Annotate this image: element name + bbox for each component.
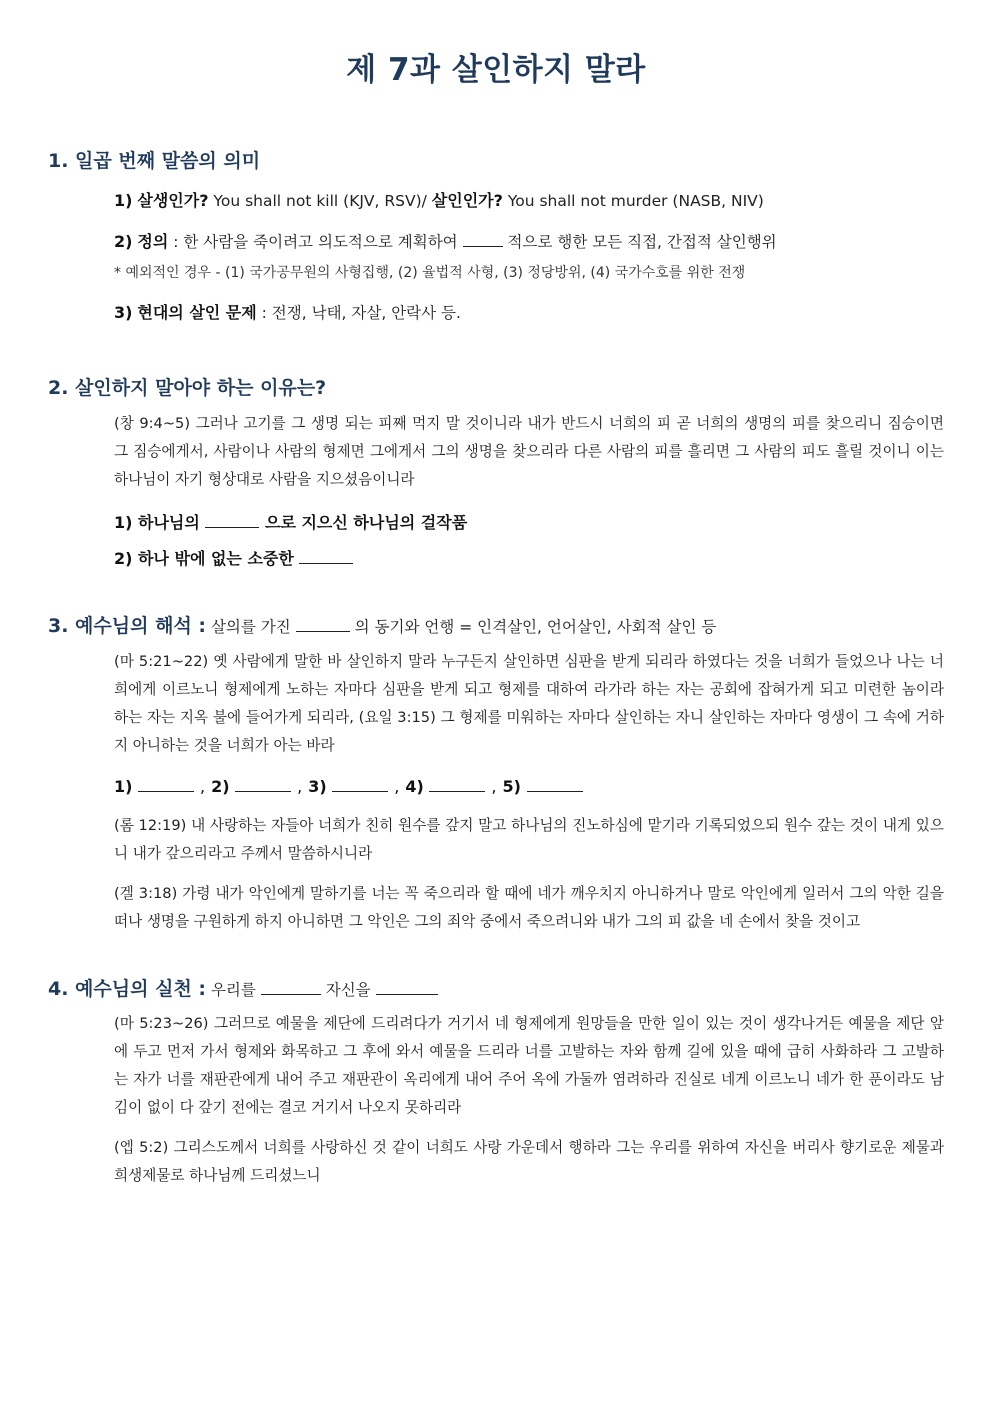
blank-label-4: 4) [405,777,424,796]
s1-note: * 예외적인 경우 - (1) 국가공무원의 사형집행, (2) 율법적 사형, (3) 정당방위, (4) 국가수호를 위한 전쟁 [114,265,746,281]
blank-label-1: 1) [114,777,133,796]
s3-scripture-para-1: (마 5:21~22) 옛 사람에게 말한 바 살인하지 말라 누구든지 살인하면 심판을 받게 되리라 하였다는 것을 너희가 들었으나 나는 너희에게 이르노니 형제에게 노하는 자마다 심판을 받게 되고 형제를 대하여 라가라 하는 자는 공회에 잡혀가게 되고 미련한 놈이라 하는 자는 지옥 불에 들어가게 되리라, (요일 3:15) 그 형제를 미워하는 자마다 살인하는 자니 살인하는 자마다 영생이 그 속에 거하지 아니하는 것을 너희가 아는 바라 [114,653,944,754]
s1-line-1 [114,188,764,211]
section-1-heading: 1. 일곱 번째 말씀의 의미 [48,150,261,172]
s3-heading-text: 3. 예수님의 해석 : [48,615,207,637]
s1-l2-text-2: 적으로 행한 모든 직접, 간접적 살인행위 [502,233,777,251]
s1-l1-num: 1) [114,191,133,210]
s3-scripture-para-3: (겔 3:18) 가령 내가 악인에게 말하기를 너는 꼭 죽으리라 할 때에 네가 깨우치지 아니하거나 말로 악인에게 일러서 그의 악한 길을 떠나 생명을 구원하게 하지 아니하면 그 악인은 그의 죄악 중에서 죽으려니와 내가 그의 피 값을 네 손에서 찾을 것이고 [114,885,944,930]
fill-blank[interactable] [376,979,438,995]
fill-blank-2[interactable] [235,776,291,792]
fill-blank-4[interactable] [429,776,485,792]
fill-blank[interactable] [261,979,321,995]
s3-heading-t1: 살의를 가진 [206,618,296,636]
s3-heading-t2: 의 동기와 언행 = 인격살인, 언어살인, 사회적 살인 등 [349,618,717,636]
s2-q1-text-2: 으로 지으신 하나님의 걸작품 [259,513,468,532]
section-3-heading [48,611,716,638]
s2-question-2 [114,546,353,569]
s4-scripture-para-2: (엡 5:2) 그리스도께서 너희를 사랑하신 것 같이 너희도 사랑 가운데서 행하라 그는 우리를 위하여 자신을 버리사 향기로운 제물과 희생제물로 하나님께 드리셨느니 [114,1139,944,1184]
fill-blank[interactable] [205,512,259,528]
s2-q2-text: 2) 하나 밖에 없는 소중한 [114,549,300,568]
section-4-heading [48,974,438,1001]
blank-label-3: 3) [308,777,327,796]
blank-separator: , [394,777,400,796]
s1-l3-num: 3) [114,303,133,322]
blank-label-5: 5) [502,777,521,796]
s4-heading-text: 4. 예수님의 실천 : [48,978,207,1000]
fill-blank-1[interactable] [138,776,194,792]
s1-line-2 [114,229,777,252]
fill-blank-3[interactable] [332,776,388,792]
section-2-heading: 2. 살인하지 말아야 하는 이유는? [48,377,327,399]
s1-l1-text-2: You shall not murder (NASB, NIV) [502,192,764,210]
fill-blank-5[interactable] [527,776,583,792]
s1-l1-bold-1: 살생인가? [137,191,209,210]
fill-blank[interactable] [299,548,353,564]
blank-separator: , [491,777,497,796]
s2-q1-text-1: 1) 하나님의 [114,513,206,532]
s2-question-1 [114,510,467,533]
blank-separator: , [297,777,303,796]
s2-scripture-para: (창 9:4~5) 그러나 고기를 그 생명 되는 피째 먹지 말 것이니라 내가 반드시 너희의 피 곧 너희의 생명의 피를 찾으리니 짐승이면 그 짐승에게서, 사람이나 사람의 형제면 그에게서 그의 생명을 찾으리라 다른 사람의 피를 흘리면 그 사람의 피도 흘릴 것이니 이는 하나님이 자기 형상대로 사람을 지으셨음이니라 [114,415,944,488]
s4-heading-t1: 우리를 [206,981,261,999]
s4-scripture-para-1: (마 5:23~26) 그러므로 예물을 제단에 드리려다가 거기서 네 형제에게 원망들을 만한 일이 있는 것이 생각나거든 예물을 제단 앞에 두고 먼저 가서 형제와 화목하고 그 후에 와서 예물을 드리라 너를 고발하는 자와 함께 길에 있을 때에 급히 사화하라 그 고발하는 자가 너를 재판관에게 내어 주고 재판관이 옥리에게 내어 주어 옥에 가둘까 염려하라 진실로 네게 이르노니 네가 한 푼이라도 남김이 없이 다 갚기 전에는 결코 거기서 나오지 못하리라 [114,1015,944,1116]
page-title: 제 7과 살인하지 말라 [346,52,646,88]
blank-separator: , [200,777,206,796]
s3-blank-list [114,776,583,796]
fill-blank[interactable] [296,616,350,632]
s4-heading-t2: 자신을 [320,981,376,999]
fill-blank[interactable] [463,231,503,247]
s1-l1-text-1: You shall not kill (KJV, RSV)/ [208,192,432,210]
s1-line-3 [114,300,461,323]
s1-l2-num: 2) [114,232,133,251]
s3-scripture-para-2: (롬 12:19) 내 사랑하는 자들아 너희가 친히 원수를 갚지 말고 하나님의 진노하심에 맡기라 기록되었으되 원수 갚는 것이 내게 있으니 내가 갚으리라고 주께서 말씀하시니라 [114,817,944,862]
s1-l3-bold: 현대의 살인 문제 [137,303,257,322]
blank-label-2: 2) [211,777,230,796]
s1-l2-text-1: : 한 사람을 죽이려고 의도적으로 계획하여 [168,233,463,251]
s1-l3-text: : 전쟁, 낙태, 자살, 안락사 등. [256,304,461,322]
s1-l1-bold-2: 살인인가? [431,191,503,210]
s1-l2-bold: 정의 [137,232,169,251]
